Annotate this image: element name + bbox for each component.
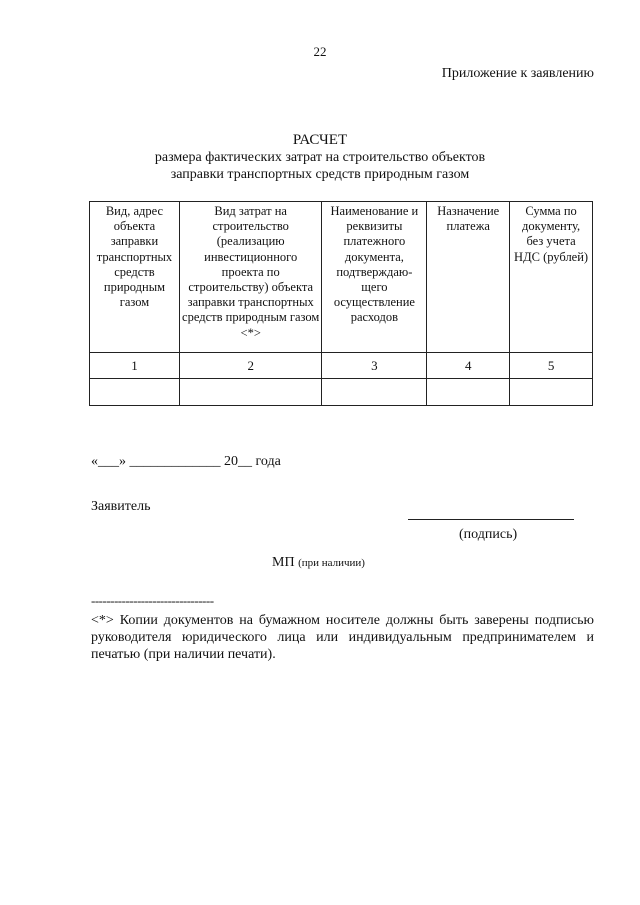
footnote-separator: -------------------------------- [91, 593, 214, 608]
column-number: 3 [322, 353, 427, 379]
document-title [0, 132, 640, 183]
stamp-label: МП [272, 555, 295, 570]
header-cell-cost-type: Вид затрат на строительство (реализацию инвестиционного проекта по строительству) объекта заправки транспортных средств природным газом <*> [179, 202, 322, 353]
appendix-label: Приложение к заявлению [441, 66, 594, 81]
table-row [90, 379, 593, 406]
table-cell[interactable] [322, 379, 427, 406]
title-line-3: заправки транспортных средств природным газом [170, 167, 470, 182]
table-header-row [90, 202, 593, 353]
stamp-placeholder [272, 555, 365, 571]
signature-label: (подпись) [459, 527, 518, 542]
expense-table [89, 201, 593, 406]
column-number: 1 [90, 353, 180, 379]
header-cell-amount: Сумма по документу, без учета НДС (рублей) [510, 202, 593, 353]
title-line-1: РАСЧЕТ [292, 132, 348, 148]
table-number-row [90, 353, 593, 379]
signature-line [408, 519, 574, 520]
table-cell[interactable] [510, 379, 593, 406]
table-cell[interactable] [179, 379, 322, 406]
header-cell-object: Вид, адрес объекта заправки транспортных средств природным газом [90, 202, 180, 353]
header-cell-payment-document: Наименование и реквизиты платежного документа, подтверждаю-щего осуществление расходов [322, 202, 427, 353]
column-number: 2 [179, 353, 322, 379]
column-number: 4 [427, 353, 510, 379]
date-line: «___» _____________ 20__ года [91, 454, 281, 469]
applicant-label: Заявитель [91, 499, 151, 514]
page-number: 22 [313, 44, 327, 59]
column-number: 5 [510, 353, 593, 379]
table-cell[interactable] [427, 379, 510, 406]
title-line-2: размера фактических затрат на строительство объектов [154, 150, 486, 165]
stamp-note: (при наличии) [298, 557, 365, 569]
header-cell-payment-purpose: Назначение платежа [427, 202, 510, 353]
footnote-text: <*> Копии документов на бумажном носителе должны быть заверены подписью руководителя юридического лица или индивидуальным предпринимателем и печатью (при наличии печати). [91, 613, 594, 662]
table-cell[interactable] [90, 379, 180, 406]
